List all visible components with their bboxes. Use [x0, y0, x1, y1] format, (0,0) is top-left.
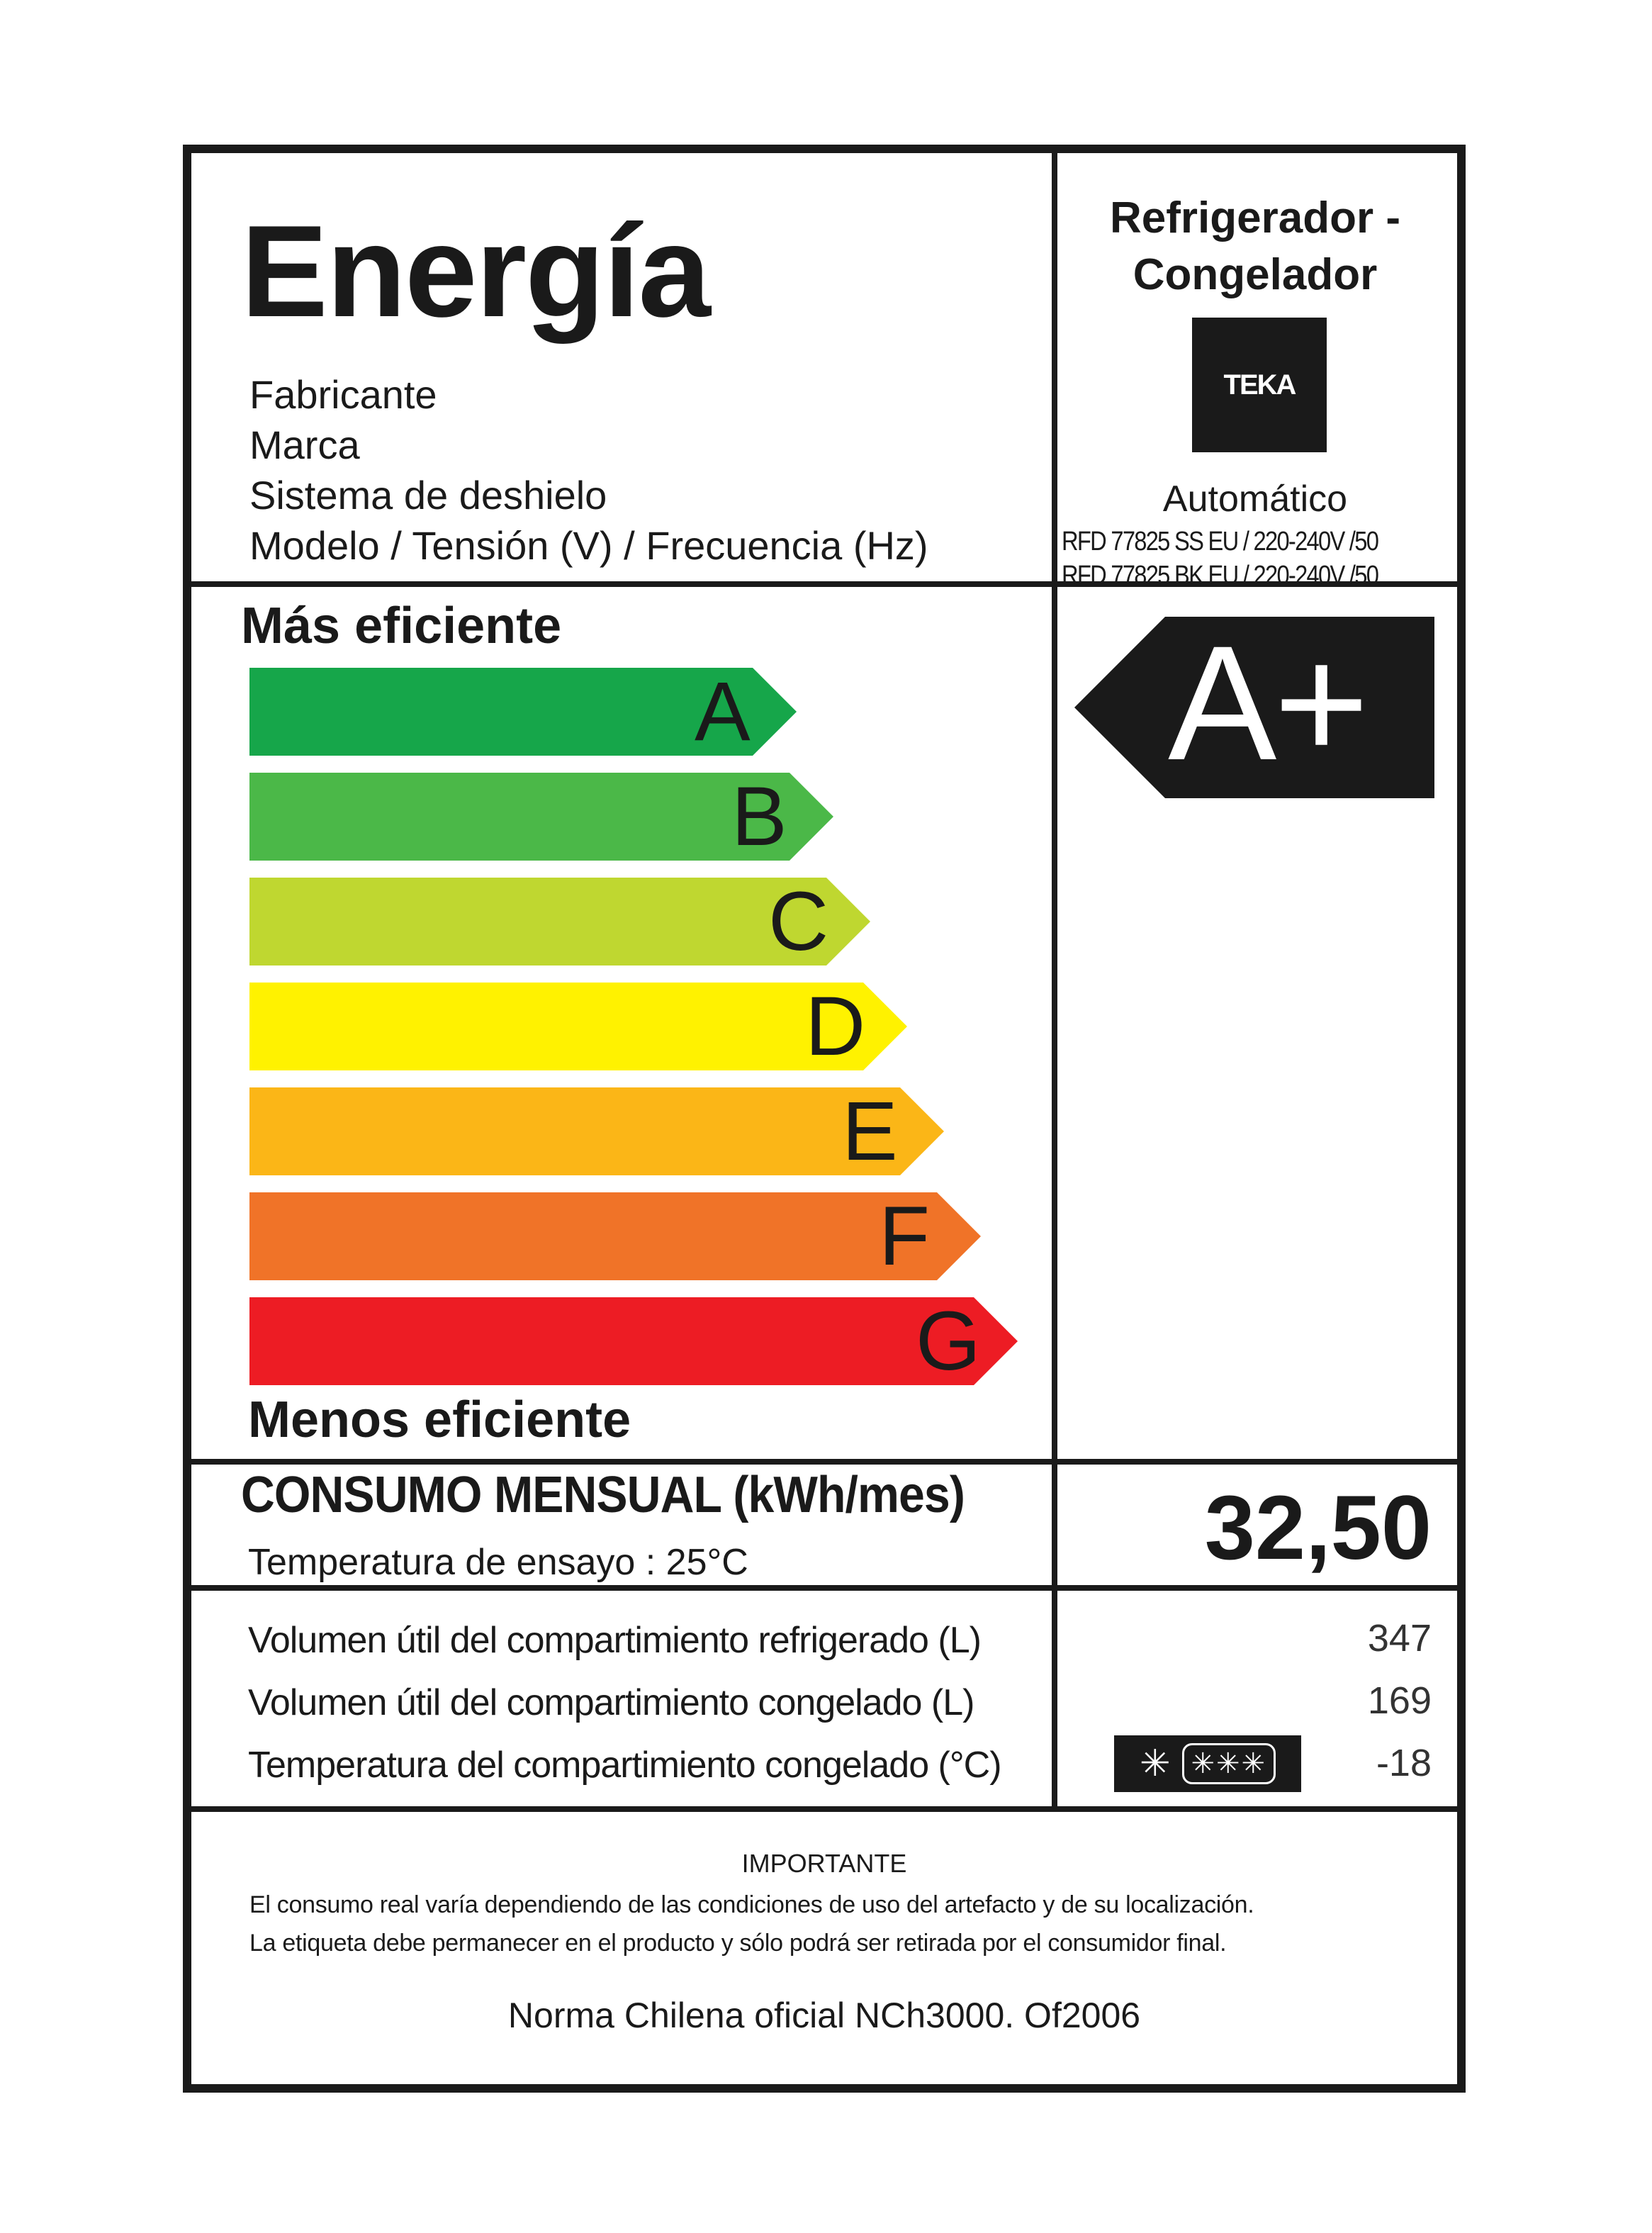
field-label: Fabricante [249, 372, 437, 417]
consumption-title: CONSUMO MENSUAL (kWh/mes) [241, 1467, 965, 1523]
efficiency-bar-f [249, 1190, 981, 1283]
field-list [249, 369, 928, 571]
defrost-system-value: Automático [1162, 478, 1348, 520]
scale-top-label: Más eficiente [241, 598, 562, 654]
efficiency-bar-shape [249, 1294, 1018, 1388]
norm-reference: Norma Chilena oficial NCh3000. Of2006 [507, 1996, 1141, 2035]
brand-logo-text: TEKA [1223, 369, 1296, 401]
appliance-type-line: Congelador [1133, 250, 1378, 299]
efficiency-class-letter: E [842, 1085, 898, 1178]
model-values [1062, 525, 1378, 593]
freezer-star-rating [1114, 1735, 1301, 1792]
efficiency-bar-c [249, 875, 870, 968]
efficiency-class-letter: D [805, 980, 866, 1073]
efficiency-bar-shape [249, 1190, 981, 1283]
divider [191, 1459, 1457, 1465]
field-label: Sistema de deshielo [249, 473, 607, 517]
divider [191, 1806, 1457, 1812]
appliance-type [1056, 190, 1454, 303]
scale-bottom-label: Menos eficiente [248, 1392, 631, 1448]
model-line: RFD 77825 BK EU / 220-240V /50 [1062, 561, 1378, 591]
page-title: Energía [241, 198, 709, 344]
rating-arrow [1074, 612, 1434, 798]
rating-value: A+ [1168, 612, 1366, 794]
spec-value: -18 [1376, 1742, 1432, 1784]
consumption-subtitle: Temperatura de ensayo : 25°C [248, 1542, 748, 1583]
notice-text: El consumo real varía dependiendo de las condiciones de uso del artefacto y de su localización. [249, 1891, 1254, 1918]
star-group-icon: ✳✳✳ [1182, 1743, 1276, 1784]
efficiency-bar-a [249, 665, 797, 759]
spec-label: Temperatura del compartimiento congelado (°C) [248, 1745, 1001, 1786]
notice-title: IMPORTANTE [741, 1849, 907, 1878]
efficiency-class-letter: G [916, 1294, 981, 1388]
spec-label: Volumen útil del compartimiento congelado (L) [248, 1682, 974, 1723]
efficiency-bar-shape [249, 1085, 944, 1178]
energy-label [183, 145, 1466, 2093]
efficiency-bar-d [249, 980, 907, 1073]
efficiency-class-letter: B [731, 770, 787, 863]
efficiency-class-letter: C [768, 875, 829, 968]
field-label: Marca [249, 422, 360, 467]
divider [1052, 153, 1057, 1812]
efficiency-bar-g [249, 1294, 1018, 1388]
brand-logo [1192, 318, 1327, 452]
spec-value: 169 [1367, 1679, 1432, 1722]
efficiency-class-letter: F [879, 1190, 931, 1283]
notice-text: La etiqueta debe permanecer en el producto y sólo podrá ser retirada por el consumidor final. [249, 1930, 1227, 1957]
efficiency-bar-e [249, 1085, 944, 1178]
divider [191, 1585, 1457, 1591]
consumption-value: 32,50 [1204, 1477, 1432, 1579]
field-label: Modelo / Tensión (V) / Frecuencia (Hz) [249, 523, 928, 568]
model-line: RFD 77825 SS EU / 220-240V /50 [1062, 527, 1378, 556]
appliance-type-line: Refrigerador - [1110, 194, 1400, 242]
efficiency-bar-b [249, 770, 833, 863]
spec-value: 347 [1367, 1617, 1432, 1660]
spec-label: Volumen útil del compartimiento refrigerado (L) [248, 1620, 981, 1661]
efficiency-class-letter: A [695, 665, 751, 759]
snowflake-icon: ✳ [1139, 1743, 1171, 1784]
